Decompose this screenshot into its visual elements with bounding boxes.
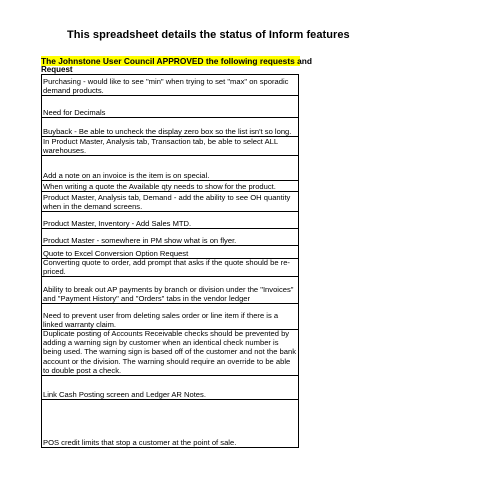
column-header-request: Request	[41, 66, 299, 75]
table-row[interactable]	[41, 118, 299, 137]
request-cell: When writing a quote the Available qty needs to show for the product.	[43, 181, 276, 191]
request-cell: Need to prevent user from deleting sales order or line item if there is a linked warranty claim.	[43, 310, 279, 329]
request-cell: Duplicate posting of Accounts Receivable checks should be prevented by adding a warning sign by customer when an identical check number is being used. The warning sign is based off of the customer and not the bank account or the division. The warning should require an override to be able to double post a check.	[43, 328, 297, 375]
table-row[interactable]	[41, 137, 299, 156]
sheet-title: This spreadsheet details the status of Inform features	[67, 29, 350, 41]
request-cell: Need for Decimals	[43, 107, 106, 117]
table-row[interactable]	[41, 330, 299, 376]
table-row[interactable]	[41, 156, 299, 181]
request-cell: Ability to break out AP payments by branch or division under the "Invoices" and "Payment History" and "Orders" tabs in the vendor ledger	[43, 284, 294, 303]
table-row[interactable]	[41, 96, 299, 118]
table-row[interactable]	[41, 192, 299, 212]
request-cell: Add a note on an invoice is the item is on special.	[43, 170, 210, 180]
table-row[interactable]	[41, 376, 299, 400]
request-cell: Product Master, Inventory - Add Sales MTD.	[43, 218, 192, 228]
request-cell: Converting quote to order, add prompt that asks if the quote should be re-priced.	[43, 257, 290, 276]
table-row[interactable]	[41, 400, 299, 448]
request-cell: Purchasing - would like to see "min" when trying to set "max" on sporadic demand products.	[43, 76, 289, 95]
request-cell: In Product Master, Analysis tab, Transaction tab, be able to select ALL warehouses.	[43, 136, 278, 155]
request-cell: POS credit limits that stop a customer at the point of sale.	[43, 437, 237, 447]
request-cell: Quote to Excel Conversion Option Request	[43, 248, 189, 258]
table-row[interactable]	[41, 259, 299, 277]
request-cell: Product Master, Analysis tab, Demand - add the ability to see OH quantity when in the demand screens.	[43, 192, 291, 211]
table-row[interactable]	[41, 229, 299, 246]
table-row[interactable]	[41, 277, 299, 304]
request-cell: Buyback - Be able to uncheck the display zero box so the list isn't so long.	[43, 126, 292, 136]
approval-banner: The Johnstone User Council APPROVED the following requests and	[41, 56, 312, 66]
request-cell: Product Master - somewhere in PM show what is on flyer.	[43, 235, 237, 245]
table-row[interactable]	[41, 181, 299, 192]
table-row[interactable]	[41, 212, 299, 229]
request-cell: Link Cash Posting screen and Ledger AR Notes.	[43, 389, 206, 399]
table-row[interactable]	[41, 304, 299, 330]
table-row[interactable]	[41, 75, 299, 96]
